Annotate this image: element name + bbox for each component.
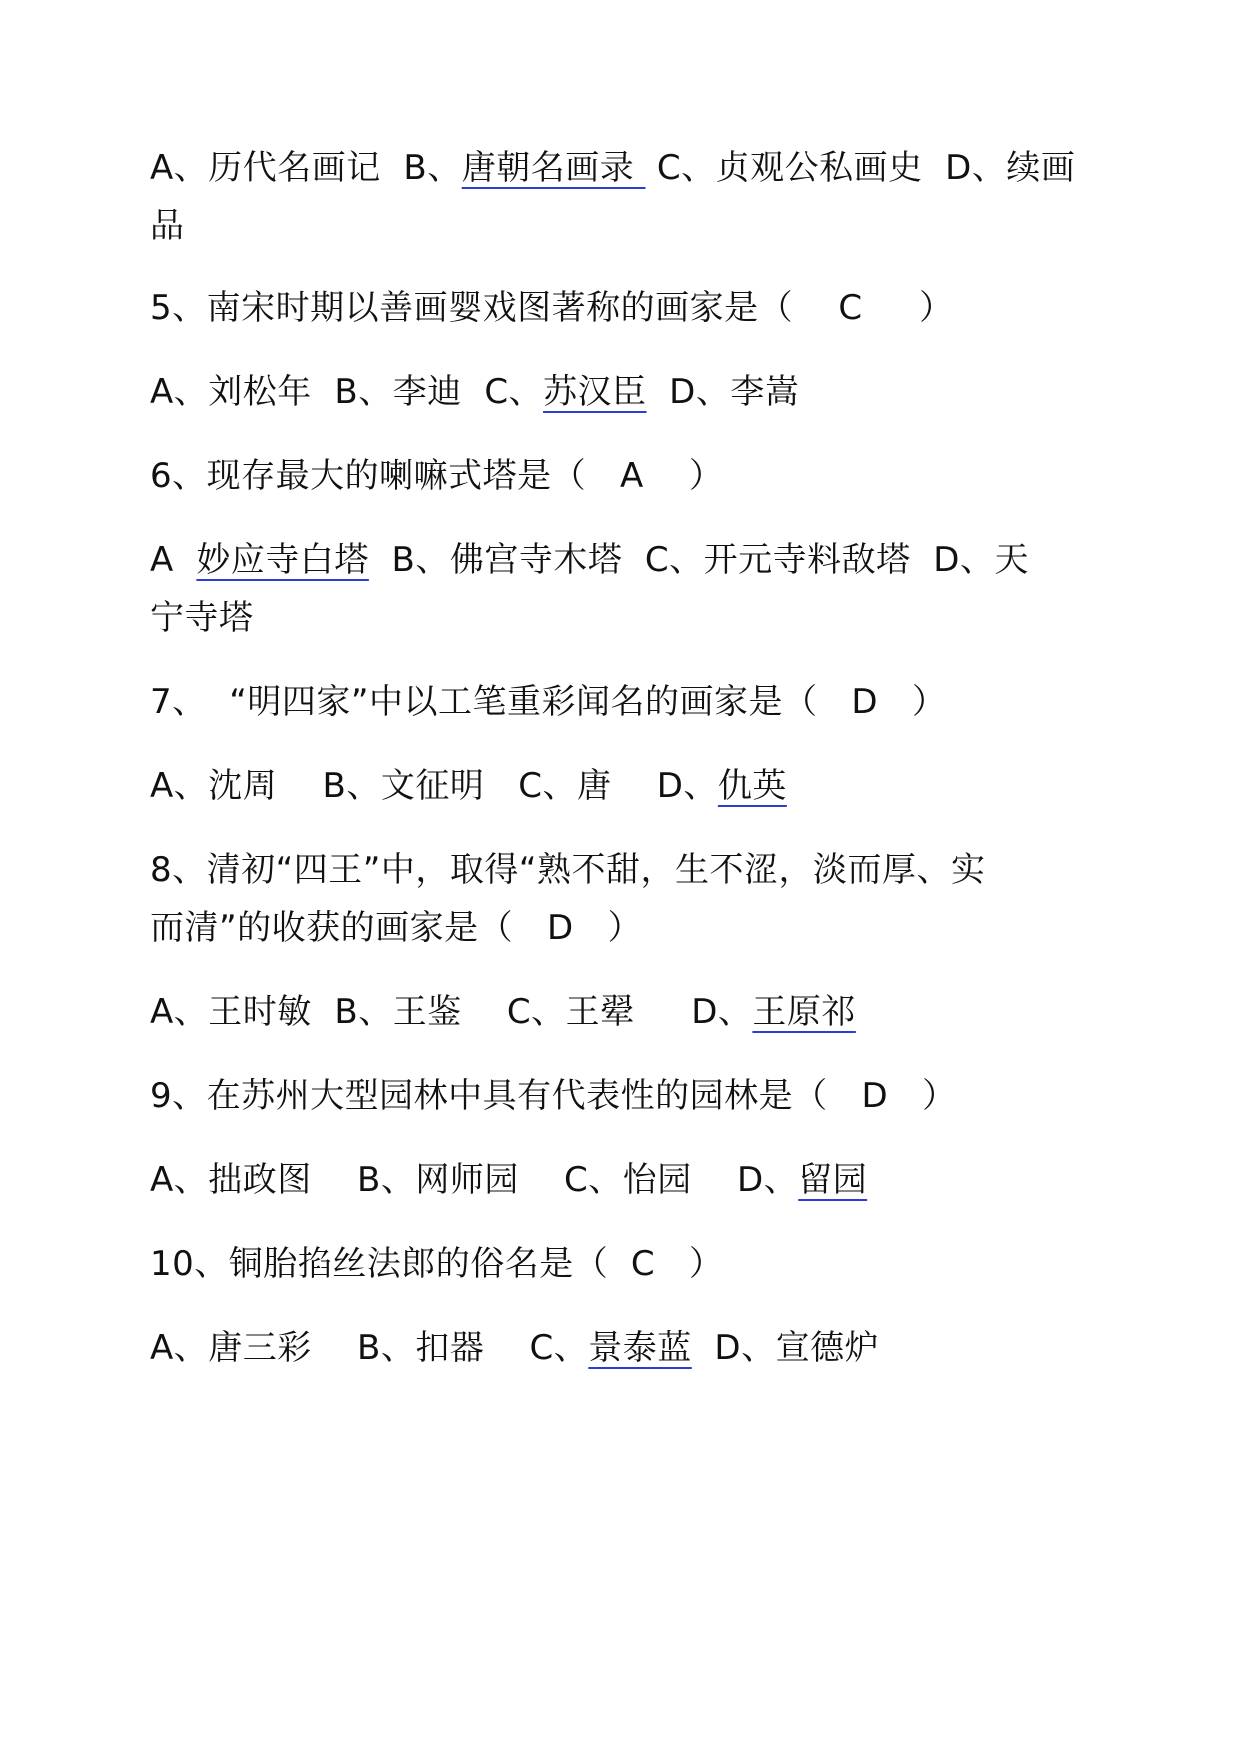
q9-answer-underlined: 留园 (798, 1160, 868, 1200)
q5-answer-underlined: 苏汉臣 (543, 372, 647, 412)
q4-options-a-b-prefix: A、历代名画记 B、 (150, 148, 462, 188)
q6-options-prefix: A (150, 540, 197, 580)
q4-options-line1 (150, 146, 1075, 190)
q5-options-prefix: A、刘松年 B、李迪 C、 (150, 372, 544, 412)
q10-options (150, 1326, 879, 1370)
q4-options-line2: 品 (150, 206, 185, 246)
q6-options-line1 (150, 538, 1029, 582)
q9-options-prefix: A、拙政图 B、网师园 C、怡园 D、 (150, 1160, 799, 1200)
q7-question: 7、 “明四家”中以工笔重彩闻名的画家是（ D ） (150, 682, 947, 722)
q7-options-prefix: A、沈周 B、文征明 C、唐 D、 (150, 766, 718, 806)
q10-options-rest: D、宣德炉 (691, 1328, 880, 1368)
q5-options (150, 370, 799, 414)
q10-options-prefix: A、唐三彩 B、扣器 C、 (150, 1328, 589, 1368)
q8-answer-underlined: 王原祁 (752, 992, 856, 1032)
q4-options-rest: C、贞观公私画史 D、续画 (645, 148, 1076, 188)
q6-options-rest: B、佛宫寺木塔 C、开元寺料敌塔 D、天 (368, 540, 1029, 580)
q8-options (150, 990, 856, 1034)
q5-options-rest: D、李嵩 (646, 372, 800, 412)
q6-question: 6、现存最大的喇嘛式塔是（ A ） (150, 456, 724, 496)
q8-options-prefix: A、王时敏 B、王鉴 C、王翚 D、 (150, 992, 753, 1032)
q6-answer-underlined: 妙应寺白塔 (196, 540, 369, 580)
q9-options (150, 1158, 867, 1202)
q10-answer-underlined: 景泰蓝 (588, 1328, 692, 1368)
q8-question-line1: 8、清初“四王”中，取得“熟不甜，生不涩，淡而厚、实 (150, 850, 986, 890)
q6-options-line2: 宁寺塔 (150, 598, 254, 638)
q8-question-line2: 而清”的收获的画家是（ D ） (150, 908, 643, 948)
q7-options (150, 764, 787, 808)
q10-question: 10、铜胎掐丝法郎的俗名是（ C ） (150, 1244, 724, 1284)
q7-answer-underlined: 仇英 (717, 766, 787, 806)
q9-question: 9、在苏州大型园林中具有代表性的园林是（ D ） (150, 1076, 957, 1116)
q5-question: 5、南宋时期以善画婴戏图著称的画家是（ C ） (150, 288, 954, 328)
q4-answer-underlined: 唐朝名画录 (461, 148, 646, 188)
